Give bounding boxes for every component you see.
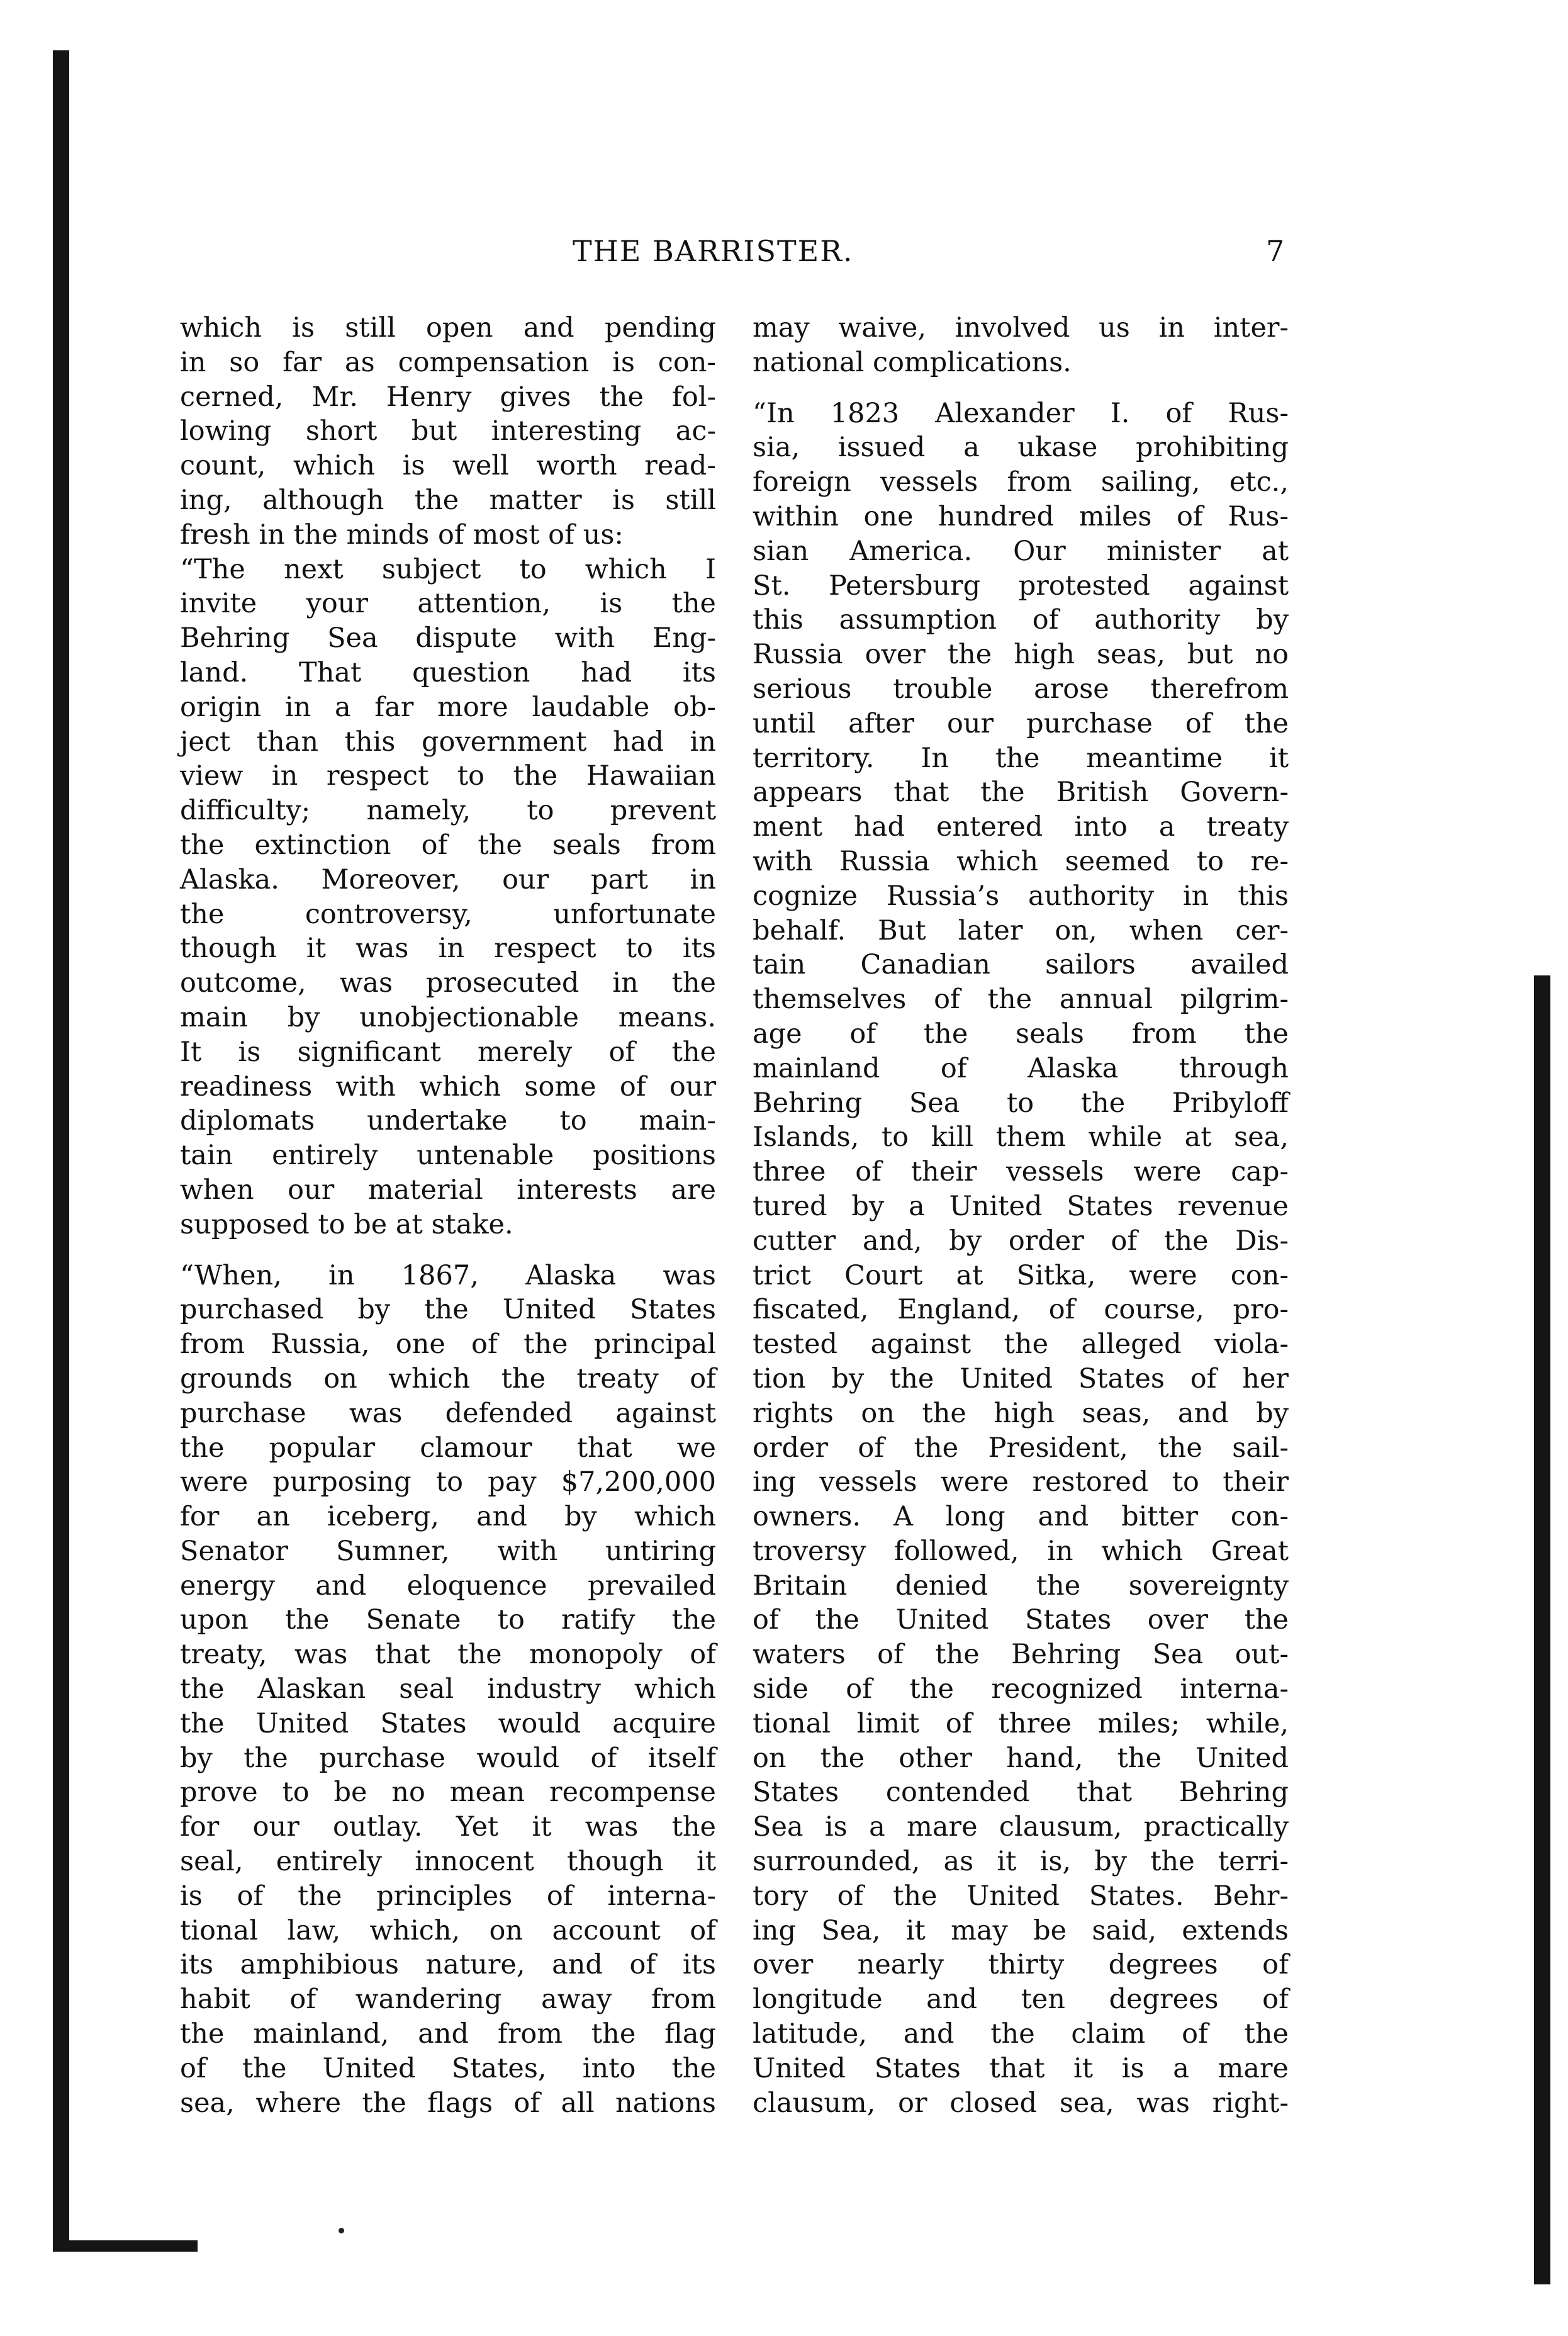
text-line: though it was in respect to its [180,933,716,965]
text-line: when our material interests are [180,1174,716,1206]
text-line: three of their vessels were cap- [753,1156,1289,1188]
text-line: territory. In the meantime it [753,742,1289,774]
running-head [182,234,1290,278]
text-line: habit of wandering away from [180,1984,716,2016]
right-column [753,311,1289,2120]
text-line: over nearly thirty degrees of [753,1949,1289,1981]
text-line: origin in a far more laudable ob- [180,691,716,723]
text-line: serious trouble arose therefrom [753,673,1289,705]
text-line: Islands, to kill them while at sea, [753,1121,1289,1154]
text-line: Behring Sea to the Pribyloff [753,1087,1289,1119]
text-line: for an iceberg, and by which [180,1501,716,1533]
text-line: order of the President, the sail- [753,1432,1289,1464]
scan-edge-left-foot [53,2240,198,2252]
text-line: difficulty; namely, to prevent [180,795,716,827]
text-line: “When, in 1867, Alaska was [180,1259,716,1291]
text-line: tional law, which, on account of [180,1914,716,1946]
ink-speck [339,2228,344,2233]
text-line: the United States would acquire [180,1707,716,1739]
text-line: diplomats undertake to main- [180,1105,716,1137]
text-line: outcome, was prosecuted in the [180,967,716,999]
text-line: St. Petersburg protested against [753,570,1289,602]
text-line: surrounded, as it is, by the terri- [753,1846,1289,1878]
text-line: may waive, involved us in inter- [753,312,1289,344]
text-line: It is significant merely of the [180,1036,716,1068]
text-line: waters of the Behring Sea out- [753,1639,1289,1671]
text-line: Sea is a mare clausum, practically [753,1811,1289,1843]
text-line: tional limit of three miles; while, [753,1707,1289,1739]
text-line: owners. A long and bitter con- [753,1501,1289,1533]
text-line: themselves of the annual pilgrim- [753,984,1289,1016]
text-line: purchased by the United States [180,1294,716,1326]
text-line: side of the recognized interna- [753,1673,1289,1705]
text-line: tain entirely untenable positions [180,1140,716,1172]
text-line: cognize Russia’s authority in this [753,880,1289,912]
text-line: United States that it is a mare [753,2052,1289,2084]
text-line: grounds on which the treaty of [180,1362,716,1395]
text-line: Senator Sumner, with untiring [180,1535,716,1567]
text-line: readiness with which some of our [180,1070,716,1103]
text-line: which is still open and pending [180,312,716,344]
journal-title: THE BARRISTER. [573,234,854,268]
text-line: the controversy, unfortunate [180,898,716,930]
text-line: trict Court at Sitka, were con- [753,1259,1289,1291]
text-line: clausum, or closed sea, was right- [753,2087,1289,2119]
text-line: on the other hand, the United [753,1742,1289,1774]
text-line: seal, entirely innocent though it [180,1846,716,1878]
text-line: prove to be no mean recompense [180,1777,716,1809]
text-line: view in respect to the Hawaiian [180,760,716,792]
text-line: “The next subject to which I [180,553,716,585]
text-line: Behring Sea dispute with Eng- [180,622,716,654]
text-line: ment had entered into a treaty [753,811,1289,843]
text-line: appears that the British Govern- [753,777,1289,809]
text-line: upon the Senate to ratify the [180,1604,716,1636]
paragraph [180,311,716,553]
text-line: rights on the high seas, and by [753,1397,1289,1429]
text-line: were purposing to pay $7,200,000 [180,1466,716,1498]
text-line: latitude, and the claim of the [753,2018,1289,2050]
text-line: tain Canadian sailors availed [753,949,1289,981]
text-line: purchase was defended against [180,1397,716,1429]
text-line: the mainland, and from the flag [180,2018,716,2050]
text-line: ing vessels were restored to their [753,1466,1289,1498]
text-line: ing, although the matter is still [180,484,716,516]
text-line: Alaska. Moreover, our part in [180,863,716,896]
text-line: supposed to be at stake. [180,1208,513,1240]
text-line: longitude and ten degrees of [753,1984,1289,2016]
text-line: Britain denied the sovereignty [753,1570,1289,1602]
text-line: troversy followed, in which Great [753,1535,1289,1567]
text-line: land. That question had its [180,656,716,688]
text-line: fiscated, England, of course, pro- [753,1294,1289,1326]
text-line: the Alaskan seal industry which [180,1673,716,1705]
text-line: of the United States over the [753,1604,1289,1636]
text-line: sia, issued a ukase prohibiting [753,432,1289,464]
text-line: energy and eloquence prevailed [180,1570,716,1602]
scan-edge-left [53,50,69,2247]
text-line: this assumption of authority by [753,604,1289,636]
paragraph [180,553,716,1242]
paragraph [180,1259,716,2121]
text-line: for our outlay. Yet it was the [180,1811,716,1843]
text-line: ing Sea, it may be said, extends [753,1914,1289,1946]
page-number: 7 [1266,234,1285,268]
paragraph [753,311,1289,380]
text-line: tested against the alleged viola- [753,1328,1289,1361]
text-line: the popular clamour that we [180,1432,716,1464]
left-column [180,311,716,2120]
text-line: the extinction of the seals from [180,829,716,861]
text-line: invite your attention, is the [180,588,716,620]
text-line: sian America. Our minister at [753,535,1289,567]
text-line: cutter and, by order of the Dis- [753,1225,1289,1257]
text-line: sea, where the flags of all nations [180,2087,716,2119]
text-line: tured by a United States revenue [753,1190,1289,1222]
text-line: main by unobjectionable means. [180,1001,716,1033]
text-line: from Russia, one of the principal [180,1328,716,1361]
text-line: within one hundred miles of Rus- [753,500,1289,532]
text-line: tion by the United States of her [753,1362,1289,1395]
text-line: mainland of Alaska through [753,1052,1289,1084]
text-line: Russia over the high seas, but no [753,639,1289,671]
text-line: in so far as compensation is con- [180,346,716,378]
text-line: “In 1823 Alexander I. of Rus- [753,397,1289,429]
scan-edge-right [1534,975,1550,2284]
text-line: States contended that Behring [753,1777,1289,1809]
paragraph [753,396,1289,2121]
text-line: behalf. But later on, when cer- [753,914,1289,946]
text-line: count, which is well worth read- [180,450,716,482]
text-line: ject than this government had in [180,726,716,758]
text-line: national complications. [753,346,1072,378]
text-line: tory of the United States. Behr- [753,1880,1289,1912]
text-line: until after our purchase of the [753,707,1289,739]
text-line: of the United States, into the [180,2052,716,2084]
text-line: by the purchase would of itself [180,1742,716,1774]
text-line: lowing short but interesting ac- [180,415,716,447]
text-line: its amphibious nature, and of its [180,1949,716,1981]
text-line: is of the principles of interna- [180,1880,716,1912]
text-line: age of the seals from the [753,1018,1289,1050]
text-line: foreign vessels from sailing, etc., [753,466,1289,498]
text-line: treaty, was that the monopoly of [180,1639,716,1671]
text-line: cerned, Mr. Henry gives the fol- [180,381,716,413]
text-line: with Russia which seemed to re- [753,845,1289,877]
text-line: fresh in the minds of most of us: [180,519,624,551]
